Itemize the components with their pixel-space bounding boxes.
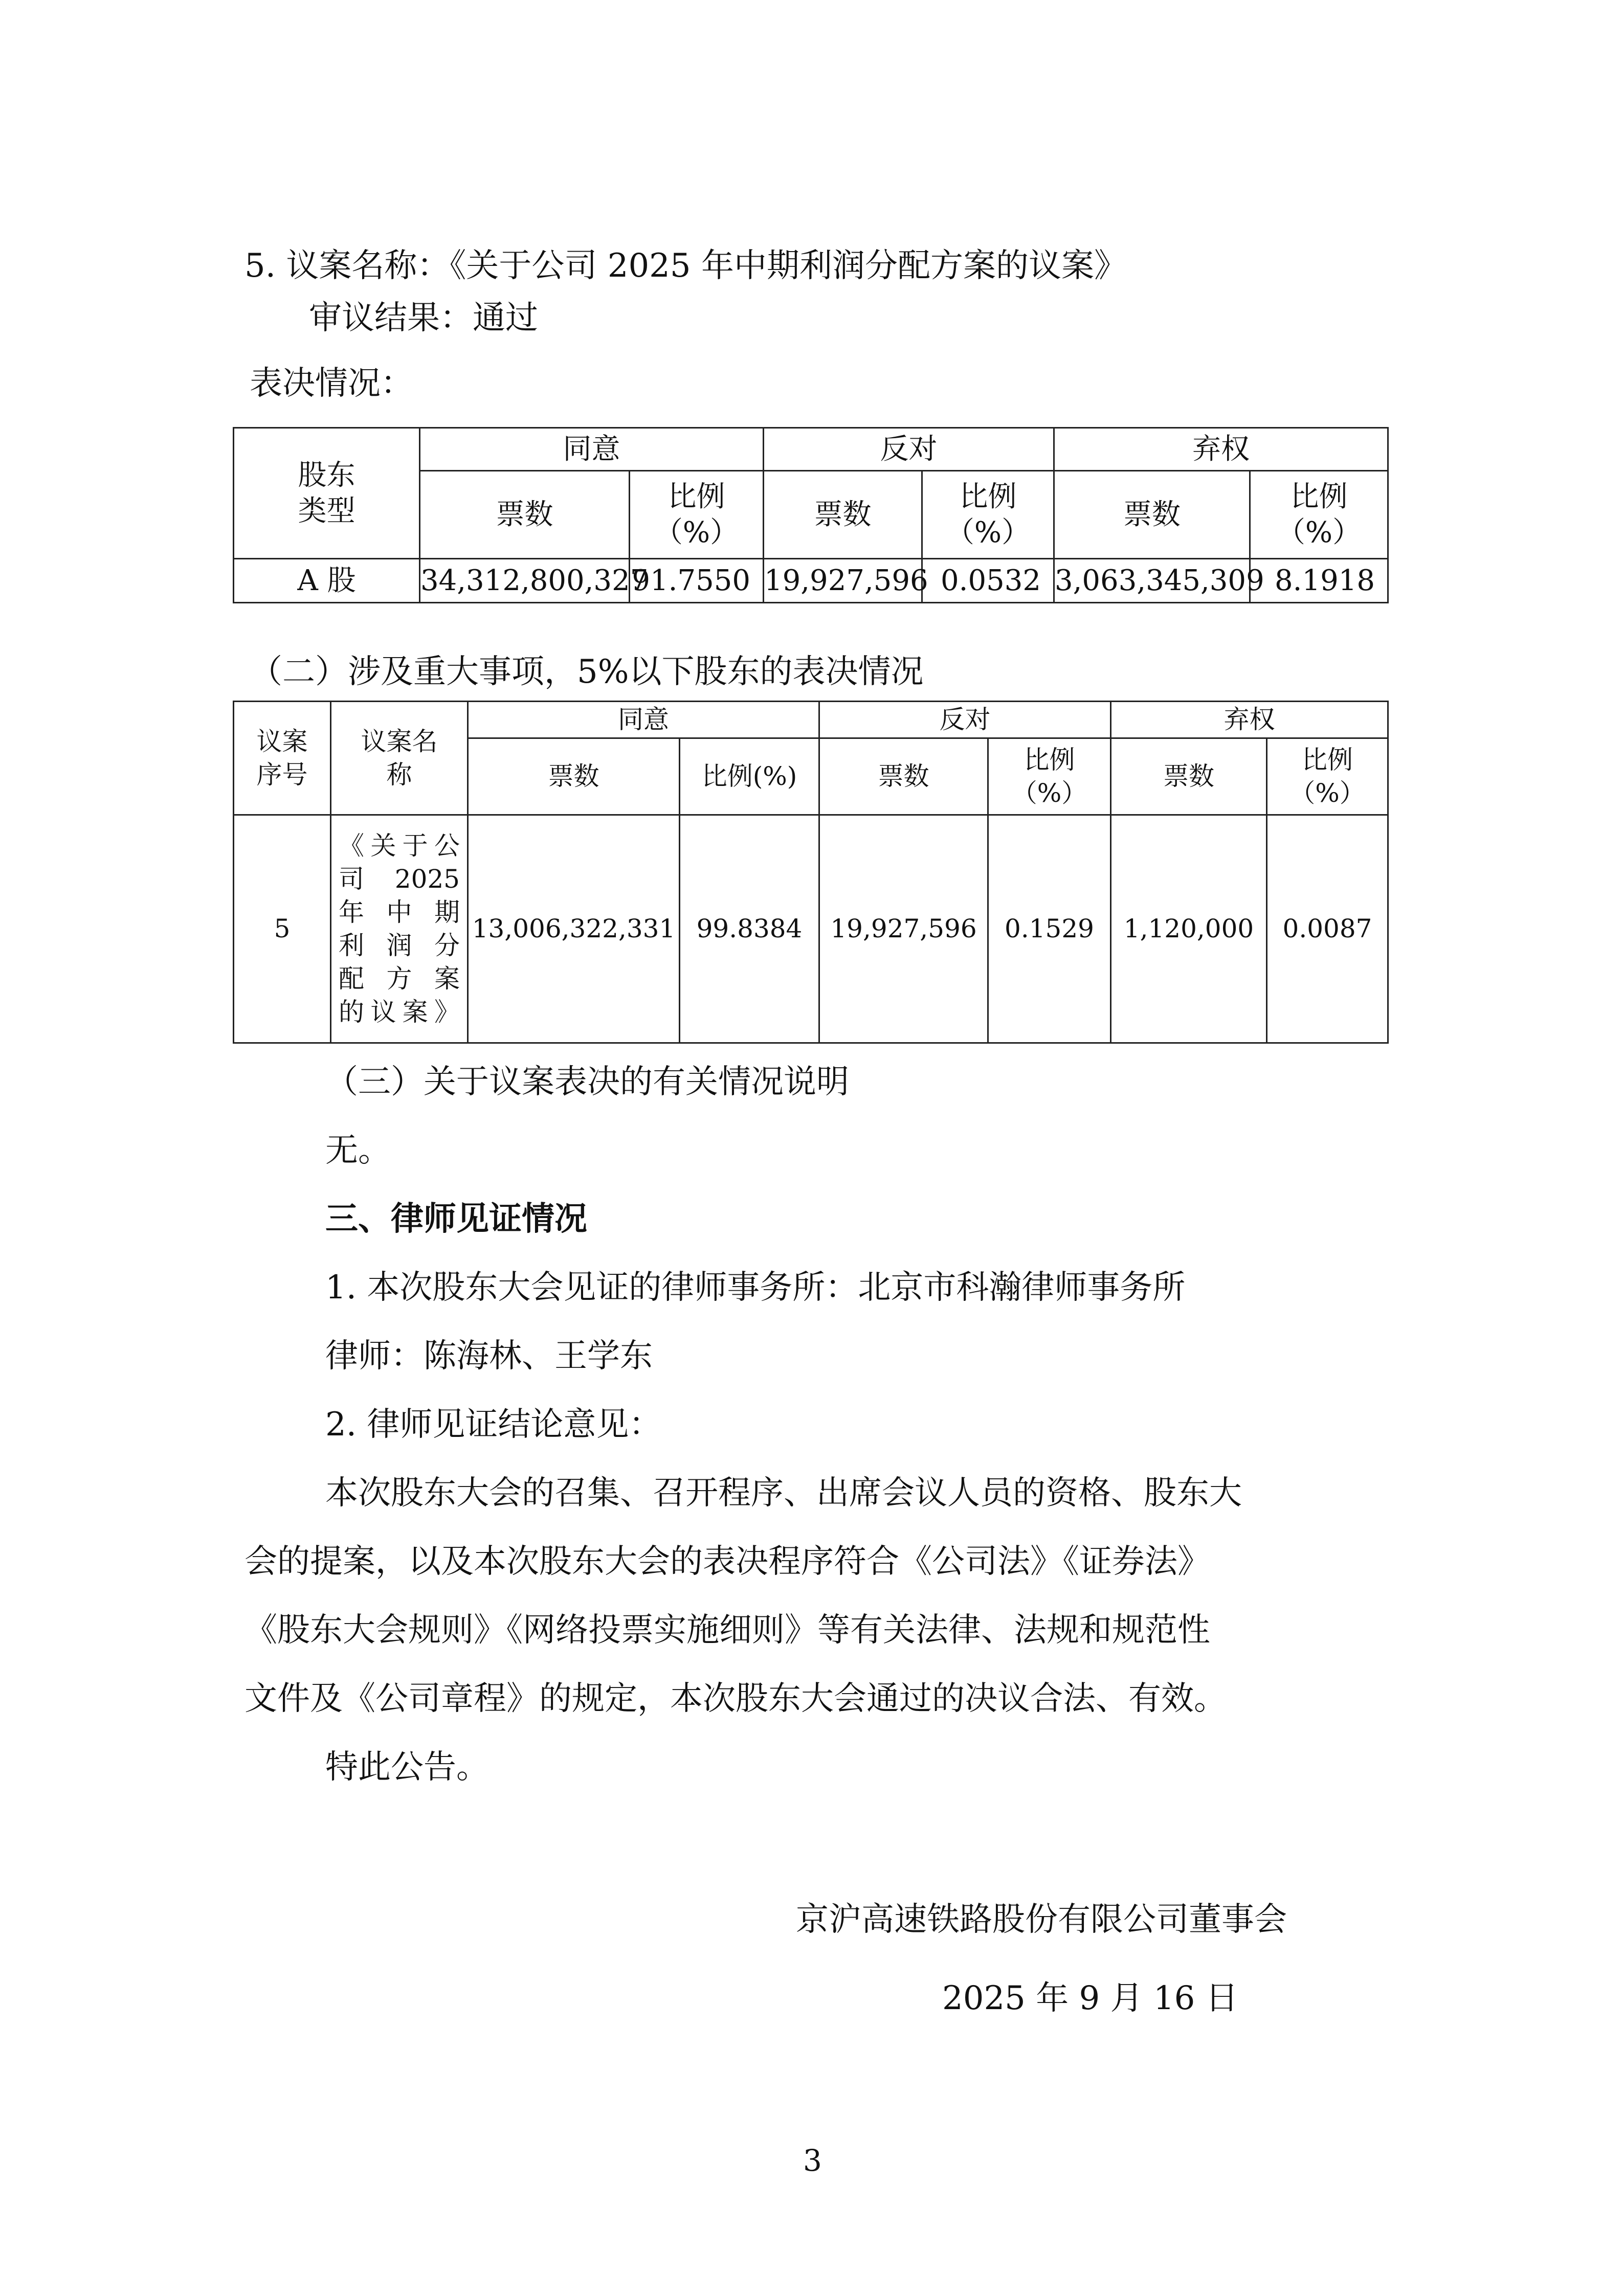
cell-agree-votes: 34,312,800,327 bbox=[420, 559, 630, 603]
opinion-line: 《股东大会规则》《网络投票实施细则》等有关法律、法规和规范性 bbox=[244, 1611, 1210, 1649]
header-shareholder-type: 股东 类型 bbox=[234, 428, 420, 559]
page-number: 3 bbox=[803, 2143, 822, 2178]
vote-table-minority bbox=[233, 701, 1389, 1044]
lawyers-line: 律师：陈海林、王学东 bbox=[325, 1337, 653, 1375]
header-against: 反对 bbox=[764, 428, 1054, 471]
header-votes: 票数 bbox=[420, 471, 630, 559]
closing-text: 特此公告。 bbox=[325, 1748, 489, 1786]
table-row bbox=[234, 559, 1388, 603]
header-abstain: 弃权 bbox=[1111, 702, 1388, 738]
opinion-line: 文件及《公司章程》的规定，本次股东大会通过的决议合法、有效。 bbox=[244, 1680, 1227, 1718]
cell-against-votes: 19,927,596 bbox=[764, 559, 922, 603]
signature-company: 京沪高速铁路股份有限公司董事会 bbox=[796, 1901, 1287, 1939]
header-ratio: 比例 （%） bbox=[1267, 738, 1388, 815]
cell-abstain-votes: 3,063,345,309 bbox=[1054, 559, 1250, 603]
header-ratio: 比例 （%） bbox=[630, 471, 764, 559]
opinion-heading: 2. 律师见证结论意见： bbox=[325, 1406, 662, 1444]
header-votes: 票数 bbox=[764, 471, 922, 559]
header-votes: 票数 bbox=[1111, 738, 1267, 815]
cell-against-votes: 19,927,596 bbox=[819, 815, 988, 1043]
cell-agree-ratio: 91.7550 bbox=[630, 559, 764, 603]
opinion-line: 会的提案，以及本次股东大会的表决程序符合《公司法》《证券法》 bbox=[244, 1543, 1210, 1581]
section-two-title: （二）涉及重大事项，5%以下股东的表决情况 bbox=[250, 653, 924, 691]
cell-abstain-ratio: 8.1918 bbox=[1250, 559, 1388, 603]
law-firm-line: 1. 本次股东大会见证的律师事务所：北京市科瀚律师事务所 bbox=[325, 1269, 1186, 1307]
cell-agree-votes: 13,006,322,331 bbox=[468, 815, 680, 1043]
header-votes: 票数 bbox=[468, 738, 680, 815]
section-three-title: （三）关于议案表决的有关情况说明 bbox=[325, 1063, 849, 1101]
header-agree: 同意 bbox=[468, 702, 819, 738]
review-result: 审议结果：通过 bbox=[309, 299, 538, 337]
header-ratio: 比例 （%） bbox=[922, 471, 1054, 559]
header-agree: 同意 bbox=[420, 428, 764, 471]
cell-against-ratio: 0.1529 bbox=[988, 815, 1111, 1043]
header-votes: 票数 bbox=[819, 738, 988, 815]
cell-abstain-ratio: 0.0087 bbox=[1267, 815, 1388, 1043]
header-motion-name: 议案名 称 bbox=[331, 702, 468, 815]
cell-agree-ratio: 99.8384 bbox=[680, 815, 819, 1043]
header-ratio: 比例(%) bbox=[680, 738, 819, 815]
section-three-content: 无。 bbox=[325, 1132, 391, 1169]
vote-label: 表决情况： bbox=[250, 365, 413, 402]
cell-type: A 股 bbox=[234, 559, 420, 603]
header-ratio: 比例 （%） bbox=[988, 738, 1111, 815]
table-row bbox=[234, 815, 1388, 1043]
header-votes: 票数 bbox=[1054, 471, 1250, 559]
vote-table-all bbox=[233, 427, 1389, 603]
signature-date: 2025 年 9 月 16 日 bbox=[942, 1979, 1238, 2017]
opinion-line: 本次股东大会的召集、召开程序、出席会议人员的资格、股东大 bbox=[325, 1474, 1242, 1512]
header-abstain: 弃权 bbox=[1054, 428, 1388, 471]
header-ratio: 比例 （%） bbox=[1250, 471, 1388, 559]
cell-motion-name: 《关于公 司 2025 年中期 利润分 配方案 的议案》 bbox=[331, 815, 468, 1043]
motion-title: 5. 议案名称：《关于公司 2025 年中期利润分配方案的议案》 bbox=[244, 247, 1127, 285]
cell-abstain-votes: 1,120,000 bbox=[1111, 815, 1267, 1043]
cell-against-ratio: 0.0532 bbox=[922, 559, 1054, 603]
cell-motion-no: 5 bbox=[234, 815, 331, 1043]
header-against: 反对 bbox=[819, 702, 1111, 738]
lawyer-heading: 三、律师见证情况 bbox=[325, 1200, 587, 1238]
header-motion-no: 议案 序号 bbox=[234, 702, 331, 815]
